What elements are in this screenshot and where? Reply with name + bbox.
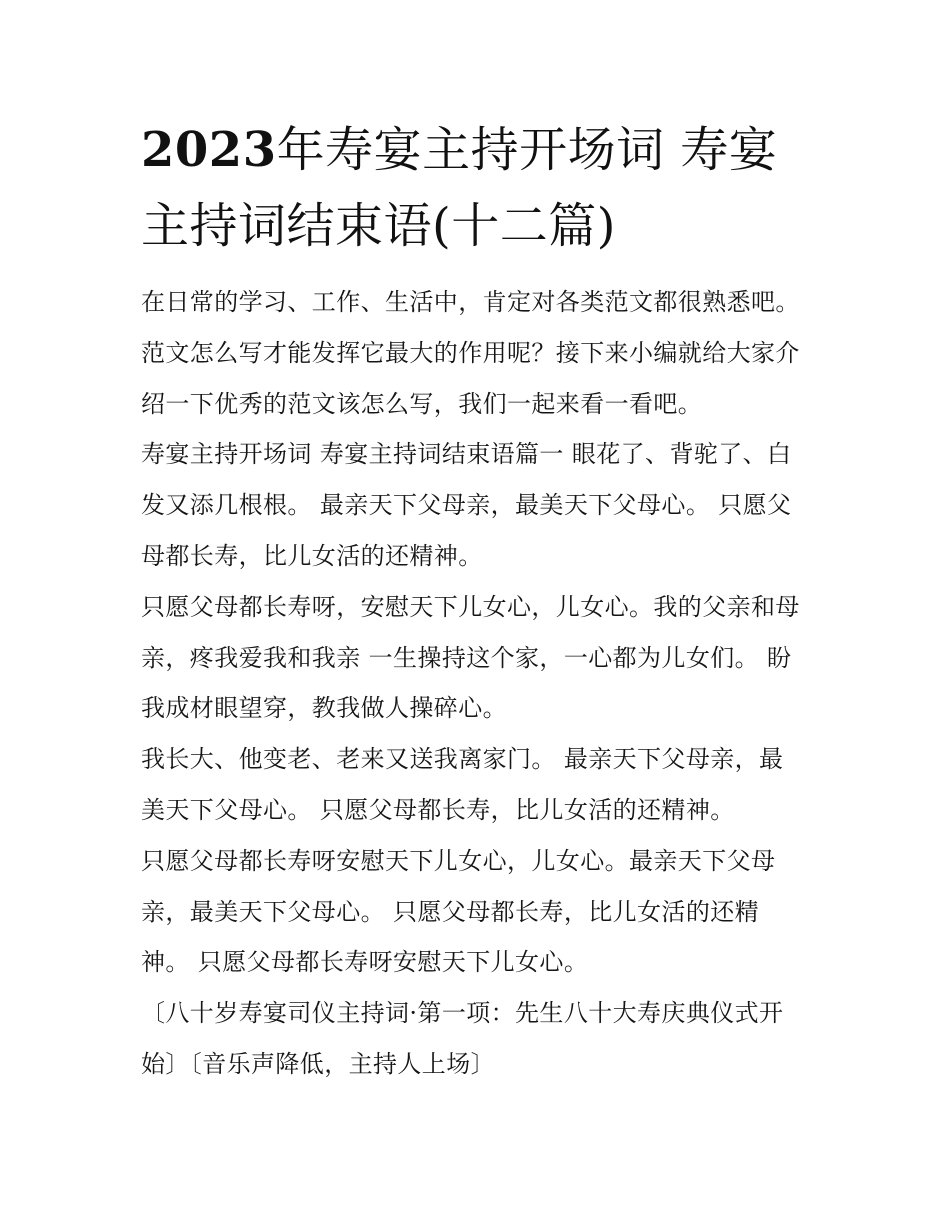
title-line-1-text: 年寿宴主持开场词 寿宴 — [276, 122, 778, 178]
title-line-1 — [141, 122, 777, 178]
body-line: 神。 只愿父母都长寿呀安慰天下儿女心。 — [141, 948, 589, 977]
body-line: 范文怎么写才能发挥它最大的作用呢？接下来小编就给大家介 — [141, 338, 800, 367]
title-line-2: 主持词结束语(十二篇) — [141, 198, 616, 254]
body-line: 始〕〔音乐声降低，主持人上场〕 — [141, 1049, 495, 1078]
body-line: 我成材眼望穿，教我做人操碎心。 — [141, 694, 507, 723]
body-line: 美天下父母心。 只愿父母都长寿，比儿女活的还精神。 — [141, 795, 735, 824]
document-content — [141, 112, 821, 1090]
title-year: 2023 — [141, 122, 277, 178]
body-line: 亲，最美天下父母心。 只愿父母都长寿，比儿女活的还精 — [141, 897, 760, 926]
body-line: 在日常的学习、工作、生活中，肯定对各类范文都很熟悉吧。 — [141, 288, 800, 316]
body-line: 只愿父母都长寿呀，安慰天下儿女心，儿女心。我的父亲和母 — [141, 592, 800, 621]
document-title — [141, 112, 821, 264]
body-line: 母都长寿，比儿女活的还精神。 — [141, 541, 483, 570]
document-body — [141, 277, 821, 1090]
body-line: 〔八十岁寿宴司仪主持词·第一项：先生八十大寿庆典仪式开 — [141, 999, 784, 1028]
body-line: 寿宴主持开场词 寿宴主持词结束语篇一 眼花了、背驼了、白 — [141, 440, 792, 469]
body-line: 绍一下优秀的范文该怎么写，我们一起来看一看吧。 — [141, 389, 703, 418]
body-line: 我长大、他变老、老来又送我离家门。 最亲天下父母亲，最 — [141, 745, 784, 774]
body-line: 亲，疼我爱我和我亲 一生操持这个家，一心都为儿女们。 盼 — [141, 643, 792, 672]
body-line: 只愿父母都长寿呀安慰天下儿女心，儿女心。最亲天下父母 — [141, 846, 776, 875]
body-line: 发又添几根根。 最亲天下父母亲，最美天下父母心。 只愿父 — [141, 491, 792, 520]
